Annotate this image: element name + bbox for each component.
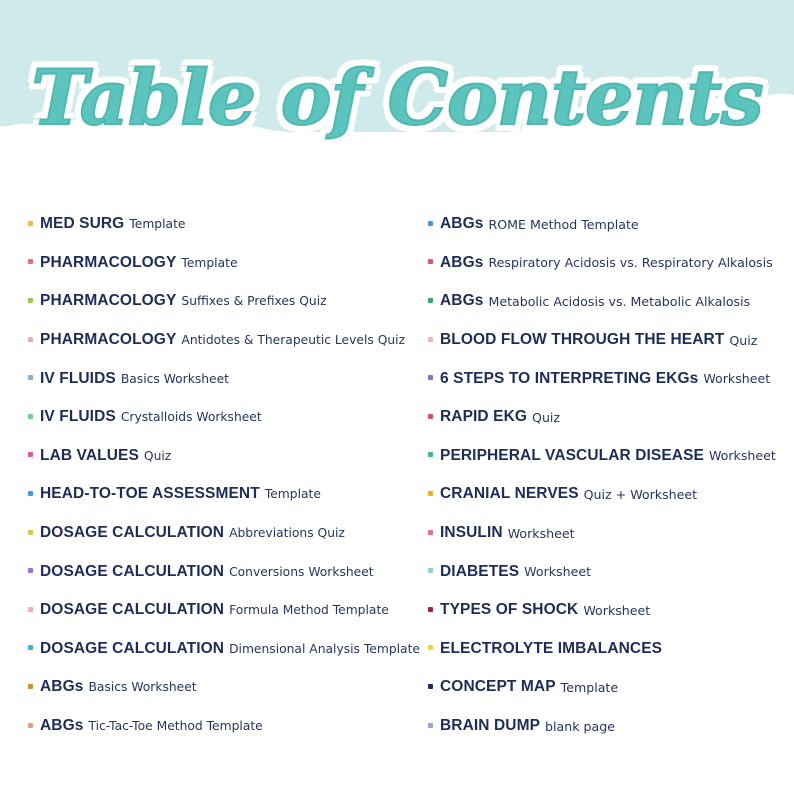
contents-item xyxy=(28,282,423,321)
contents-item-topic: DOSAGE CALCULATION xyxy=(40,639,225,657)
contents-item-topic: ABGs xyxy=(40,717,84,735)
bullet-icon xyxy=(428,298,433,303)
contents-item-topic: DOSAGE CALCULATION xyxy=(40,601,225,619)
contents-item-topic: BLOOD FLOW THROUGH THE HEART xyxy=(440,331,725,349)
contents-item xyxy=(428,630,788,669)
contents-item-topic: ELECTROLYTE IMBALANCES xyxy=(440,639,663,657)
bullet-icon xyxy=(428,375,433,380)
contents-item-description: Formula Method Template xyxy=(229,603,389,618)
contents-item-description: Template xyxy=(181,255,238,270)
contents-item-description: Quiz xyxy=(729,332,758,348)
contents-item-description: Antidotes & Therapeutic Levels Quiz xyxy=(181,333,406,348)
contents-item-description: Worksheet xyxy=(583,602,651,618)
contents-item-description: Respiratory Acidosis vs. Respiratory Alkalosis xyxy=(488,255,773,271)
bullet-icon xyxy=(28,298,33,303)
contents-item-topic: HEAD-TO-TOE ASSESSMENT xyxy=(40,485,260,503)
bullet-icon xyxy=(28,645,33,650)
contents-item-topic: ABGs xyxy=(440,215,484,233)
contents-item xyxy=(428,475,788,514)
contents-item-description: Basics Worksheet xyxy=(88,680,197,695)
contents-item xyxy=(28,514,423,553)
contents-item-topic: ABGs xyxy=(440,253,484,271)
bullet-icon xyxy=(428,607,433,612)
contents-item-description: Quiz + Worksheet xyxy=(583,486,698,502)
contents-item xyxy=(428,668,788,707)
contents-item xyxy=(428,552,788,591)
contents-item xyxy=(28,475,423,514)
bullet-icon xyxy=(28,491,33,496)
contents-item-description: Conversions Worksheet xyxy=(229,564,374,579)
contents-item-topic: PHARMACOLOGY xyxy=(40,331,177,349)
contents-item-topic: RAPID EKG xyxy=(440,408,528,426)
contents-item-description: Metabolic Acidosis vs. Metabolic Alkalosis xyxy=(488,293,751,309)
bullet-icon xyxy=(428,452,433,457)
contents-item-description: Tic-Tac-Toe Method Template xyxy=(88,719,263,734)
bullet-icon xyxy=(428,259,433,264)
contents-item-topic: CRANIAL NERVES xyxy=(440,485,579,503)
contents-item-description: Template xyxy=(264,487,321,502)
contents-item xyxy=(28,244,423,283)
bullet-icon xyxy=(428,530,433,535)
bullet-icon xyxy=(28,375,33,380)
contents-item-topic: INSULIN xyxy=(440,524,503,542)
contents-item xyxy=(28,359,423,398)
contents-item xyxy=(28,321,423,360)
contents-item-description: Suffixes & Prefixes Quiz xyxy=(181,294,327,309)
contents-item xyxy=(28,707,423,746)
bullet-icon xyxy=(28,221,33,226)
contents-item xyxy=(28,630,423,669)
contents-item xyxy=(428,437,788,476)
bullet-icon xyxy=(28,568,33,573)
contents-item-topic: IV FLUIDS xyxy=(40,408,116,426)
contents-item-topic: ABGs xyxy=(40,678,84,696)
bullet-icon xyxy=(28,452,33,457)
contents-item xyxy=(28,437,423,476)
page-title: Table of Contents xyxy=(31,53,763,142)
contents-item-topic: BRAIN DUMP xyxy=(440,717,541,735)
contents-item-description: Abbreviations Quiz xyxy=(229,526,345,541)
contents-item-description: Template xyxy=(560,679,619,695)
bullet-icon xyxy=(428,491,433,496)
bullet-icon xyxy=(28,414,33,419)
contents-item xyxy=(428,282,788,321)
contents-list-left xyxy=(28,205,423,745)
contents-item xyxy=(28,591,423,630)
contents-item-description: Basics Worksheet xyxy=(120,371,229,386)
contents-item-topic: PHARMACOLOGY xyxy=(40,253,177,271)
contents-list-right xyxy=(428,205,788,745)
contents-item xyxy=(428,244,788,283)
contents-item-topic: DOSAGE CALCULATION xyxy=(40,562,225,580)
contents-item xyxy=(428,398,788,437)
contents-item-description: ROME Method Template xyxy=(488,216,639,232)
contents-item xyxy=(428,359,788,398)
contents-item-description: Worksheet xyxy=(708,448,776,464)
bullet-icon xyxy=(28,723,33,728)
bullet-icon xyxy=(428,221,433,226)
contents-item-topic: DIABETES xyxy=(440,562,520,580)
bullet-icon xyxy=(28,337,33,342)
contents-item-topic: LAB VALUES xyxy=(40,446,139,464)
contents-item xyxy=(28,668,423,707)
contents-item-topic: PERIPHERAL VASCULAR DISEASE xyxy=(440,446,704,464)
bullet-icon xyxy=(428,723,433,728)
contents-item xyxy=(428,321,788,360)
contents-item-topic: IV FLUIDS xyxy=(40,369,116,387)
bullet-icon xyxy=(28,607,33,612)
bullet-icon xyxy=(28,259,33,264)
contents-item-description: Worksheet xyxy=(524,564,592,580)
bullet-icon xyxy=(28,684,33,689)
contents-item-topic: 6 STEPS TO INTERPRETING EKGs xyxy=(440,369,699,387)
contents-item-topic: MED SURG xyxy=(40,215,125,233)
contents-item xyxy=(428,591,788,630)
contents-item-topic: CONCEPT MAP xyxy=(440,678,556,696)
contents-item-topic: DOSAGE CALCULATION xyxy=(40,524,225,542)
contents-item xyxy=(428,707,788,746)
contents-item-description: Quiz xyxy=(143,448,172,463)
contents-item xyxy=(428,514,788,553)
contents-item-description: Worksheet xyxy=(703,371,771,387)
contents-item xyxy=(28,205,423,244)
bullet-icon xyxy=(428,337,433,342)
bullet-icon xyxy=(428,568,433,573)
contents-item-topic: PHARMACOLOGY xyxy=(40,292,177,310)
contents-item xyxy=(428,205,788,244)
contents-item-description: Template xyxy=(129,217,186,232)
contents-item-description: Crystalloids Worksheet xyxy=(120,410,262,425)
contents-item-topic: ABGs xyxy=(440,292,484,310)
contents-item-description: Quiz xyxy=(532,409,561,425)
contents-item-description: Dimensional Analysis Template xyxy=(229,641,420,656)
contents-item-description: blank page xyxy=(545,718,615,734)
contents-item-description: Worksheet xyxy=(507,525,575,541)
bullet-icon xyxy=(428,414,433,419)
contents-item xyxy=(28,398,423,437)
contents-item-topic: TYPES OF SHOCK xyxy=(440,601,579,619)
bullet-icon xyxy=(28,530,33,535)
contents-item xyxy=(28,552,423,591)
bullet-icon xyxy=(428,684,433,689)
bullet-icon xyxy=(428,645,433,650)
